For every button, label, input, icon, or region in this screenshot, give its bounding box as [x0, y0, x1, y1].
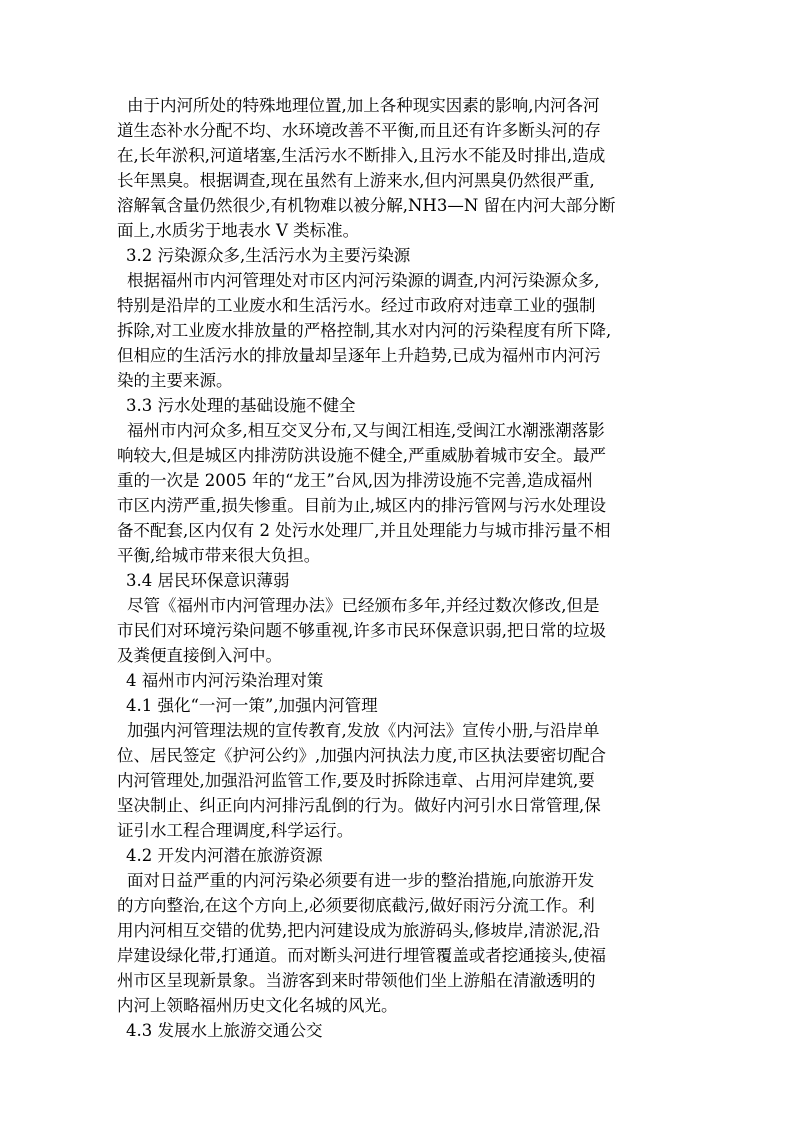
paragraph-line: 市民们对环境污染问题不够重视,许多市民环保意识弱,把日常的垃圾: [117, 621, 606, 640]
paragraph-line: 由于内河所处的特殊地理位置,加上各种现实因素的影响,内河各河: [127, 96, 600, 115]
paragraph-line: 备不配套,区内仅有 2 处污水处理厂,并且处理能力与城市排污量不相: [117, 521, 611, 540]
paragraph-line: 内河管理处,加强沿河监管工作,要及时拆除违章、占用河岸建筑,要: [117, 771, 595, 790]
section-heading: 4 福州市内河污染治理对策: [126, 671, 324, 690]
section-heading: 3.4 居民环保意识薄弱: [126, 571, 290, 590]
paragraph-line: 平衡,给城市带来很大负担。: [117, 546, 321, 565]
paragraph-line: 内河上领略福州历史文化名城的风光。: [117, 996, 398, 1015]
paragraph-line: 拆除,对工业废水排放量的严格控制,其水对内河的污染程度有所下降,: [117, 321, 612, 340]
paragraph-line: 溶解氧含量仍然很少,有机物难以被分解,NH3—N 留在内河大部分断: [117, 196, 616, 215]
paragraph-line: 位、居民签定《护河公约》,加强内河执法力度,市区执法要密切配合: [117, 746, 606, 765]
section-heading: 3.2 污染源众多,生活污水为主要污染源: [126, 246, 411, 265]
section-heading: 3.3 污水处理的基础设施不健全: [126, 396, 356, 415]
paragraph-line: 及粪便直接倒入河中。: [117, 646, 282, 665]
paragraph-line: 州市区呈现新景象。当游客到来时带领他们坐上游船在清澈透明的: [117, 971, 596, 990]
section-heading: 4.3 发展水上旅游交通公交: [126, 1021, 323, 1040]
paragraph-line: 市区内涝严重,损失惨重。目前为止,城区内的排污管网与污水处理设: [117, 496, 606, 515]
paragraph-line: 的方向整治,在这个方向上,必须要彻底截污,做好雨污分流工作。利: [117, 896, 595, 915]
paragraph-line: 响较大,但是城区内排涝防洪设施不健全,严重威胁着城市安全。最严: [117, 446, 606, 465]
paragraph-line: 福州市内河众多,相互交叉分布,又与闽江相连,受闽江水潮涨潮落影: [127, 421, 605, 440]
paragraph-line: 用内河相互交错的优势,把内河建设成为旅游码头,修坡岸,清淤泥,沿: [117, 921, 600, 940]
paragraph-line: 特别是沿岸的工业废水和生活污水。经过市政府对违章工业的强制: [117, 296, 596, 315]
paragraph-line: 证引水工程合理调度,科学运行。: [117, 821, 354, 840]
paragraph-line: 坚决制止、纠正向内河排污乱倒的行为。做好内河引水日常管理,保: [117, 796, 601, 815]
section-heading: 4.2 开发内河潜在旅游资源: [126, 846, 323, 865]
paragraph-line: 重的一次是 2005 年的“龙王”台风,因为排涝设施不完善,造成福州: [117, 471, 593, 490]
paragraph-line: 但相应的生活污水的排放量却呈逐年上升趋势,已成为福州市内河污: [117, 346, 601, 365]
paragraph-line: 面上,水质劣于地表水 V 类标准。: [117, 221, 360, 240]
paragraph-line: 道生态补水分配不均、水环境改善不平衡,而且还有许多断头河的存: [117, 121, 601, 140]
document-page: [117, 93, 677, 1043]
section-heading: 4.1 强化“一河一策”,加强内河管理: [126, 696, 378, 715]
paragraph-line: 加强内河管理法规的宣传教育,发放《内河法》宣传小册,与沿岸单: [127, 721, 600, 740]
paragraph-line: 面对日益严重的内河污染必须要有进一步的整治措施,向旅游开发: [127, 871, 595, 890]
paragraph-line: 长年黑臭。根据调查,现在虽然有上游来水,但内河黑臭仍然很严重,: [117, 171, 595, 190]
paragraph-line: 岸建设绿化带,打通道。而对断头河进行埋管覆盖或者挖通接头,使福: [117, 946, 606, 965]
paragraph-line: 根据福州市内河管理处对市区内河污染源的调查,内河污染源众多,: [127, 271, 600, 290]
paragraph-line: 染的主要来源。: [117, 371, 233, 390]
paragraph-line: 尽管《福州市内河管理办法》已经颁布多年,并经过数次修改,但是: [127, 596, 600, 615]
paragraph-line: 在,长年淤积,河道堵塞,生活污水不断排入,且污水不能及时排出,造成: [117, 146, 606, 165]
